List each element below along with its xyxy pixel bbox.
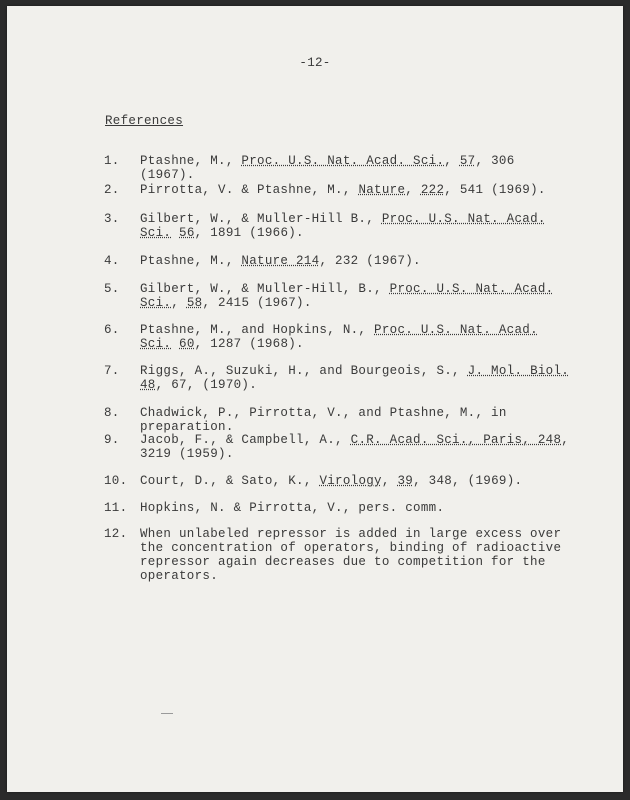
citation-text: Chadwick, P., Pirrotta, V., and Ptashne, M., in preparation. — [140, 406, 507, 434]
citation-text: Gilbert, W., & Muller-Hill B., — [140, 212, 382, 226]
reference-text — [140, 154, 572, 182]
citation-text: Ptashne, M., — [140, 154, 242, 168]
reference-text — [140, 282, 572, 310]
citation-underlined: 60 — [179, 337, 195, 351]
reference-number: 1. — [104, 154, 120, 168]
citation-underlined: J. Mol. Biol. — [467, 364, 570, 378]
reference-text — [140, 212, 572, 240]
page-number: -12- — [299, 56, 331, 70]
citation-text: Pirrotta, V. & Ptashne, M., — [140, 183, 359, 197]
reference-number: 10. — [104, 474, 128, 488]
citation-text: When unlabeled repressor is added in large excess over the concentration of operators, binding of radioactive repressor again decreases due to competition for the operators. — [140, 527, 562, 583]
citation-underlined: 222 — [420, 183, 445, 197]
reference-text — [140, 406, 572, 434]
citation-underlined: 48 — [140, 378, 156, 392]
reference-number: 4. — [104, 254, 120, 268]
citation-underlined: 57 — [459, 154, 476, 168]
citation-text: Gilbert, W., & Muller-Hill, B., — [140, 282, 390, 296]
citation-underlined: 39 — [397, 474, 414, 488]
citation-text: , — [381, 474, 398, 488]
citation-underlined: Proc. U.S. Nat. Acad. Sci. — [241, 154, 445, 168]
reference-text — [140, 501, 572, 515]
citation-underlined: Proc. U.S. Nat. Acad. Sci. — [140, 212, 546, 240]
reference-text — [140, 183, 572, 197]
reference-text — [140, 364, 572, 392]
reference-number: 12. — [104, 527, 128, 541]
citation-underlined: Nature 214 — [241, 254, 320, 268]
citation-underlined: Proc. U.S. Nat. Acad. Sci. — [140, 282, 554, 310]
citation-text: , — [444, 154, 460, 168]
citation-text: , — [405, 183, 421, 197]
citation-underlined: 56 — [179, 226, 195, 240]
citation-text: Jacob, F., & Campbell, A., — [140, 433, 351, 447]
reference-number: 7. — [104, 364, 120, 378]
citation-text: , 541 (1969). — [444, 183, 546, 197]
reference-number: 6. — [104, 323, 120, 337]
citation-text: Ptashne, M., and Hopkins, N., — [140, 323, 375, 337]
reference-number: 9. — [104, 433, 120, 447]
citation-underlined: Proc. U.S. Nat. Acad. Sci. — [140, 323, 538, 351]
citation-text: , 306 (1967). — [140, 154, 515, 182]
reference-text — [140, 433, 572, 461]
citation-text: , 2415 (1967). — [202, 296, 312, 310]
citation-text: , 232 (1967). — [319, 254, 421, 268]
reference-number: 5. — [104, 282, 120, 296]
reference-number: 2. — [104, 183, 120, 197]
citation-underlined: 58 — [186, 296, 203, 310]
reference-number: 8. — [104, 406, 120, 420]
citation-text: , 1287 (1968). — [194, 337, 304, 351]
reference-text — [140, 254, 572, 268]
reference-text — [140, 323, 572, 351]
citation-text: Hopkins, N. & Pirrotta, V., pers. comm. — [140, 501, 445, 515]
reference-number: 11. — [104, 501, 128, 515]
citation-underlined: Nature — [358, 183, 406, 197]
citation-text — [171, 226, 179, 240]
citation-underlined: C.R. Acad. Sci., Paris, 248 — [350, 433, 562, 447]
citation-text: Ptashne, M., — [140, 254, 242, 268]
references-heading: References — [105, 114, 184, 128]
citation-text: Riggs, A., Suzuki, H., and Bourgeois, S., — [140, 364, 468, 378]
citation-text: , 1891 (1966). — [194, 226, 304, 240]
document-page — [7, 6, 623, 792]
citation-text: Court, D., & Sato, K., — [140, 474, 320, 488]
citation-text: , — [171, 296, 187, 310]
reference-text — [140, 527, 572, 583]
citation-text: , 67, (1970). — [155, 378, 258, 392]
reference-text — [140, 474, 572, 488]
reference-number: 3. — [104, 212, 120, 226]
citation-text — [171, 337, 179, 351]
stray-mark — [161, 713, 173, 714]
citation-text: , 348, (1969). — [413, 474, 523, 488]
citation-text: , 3219 (1959). — [140, 433, 570, 461]
citation-underlined: Virology — [319, 474, 382, 488]
